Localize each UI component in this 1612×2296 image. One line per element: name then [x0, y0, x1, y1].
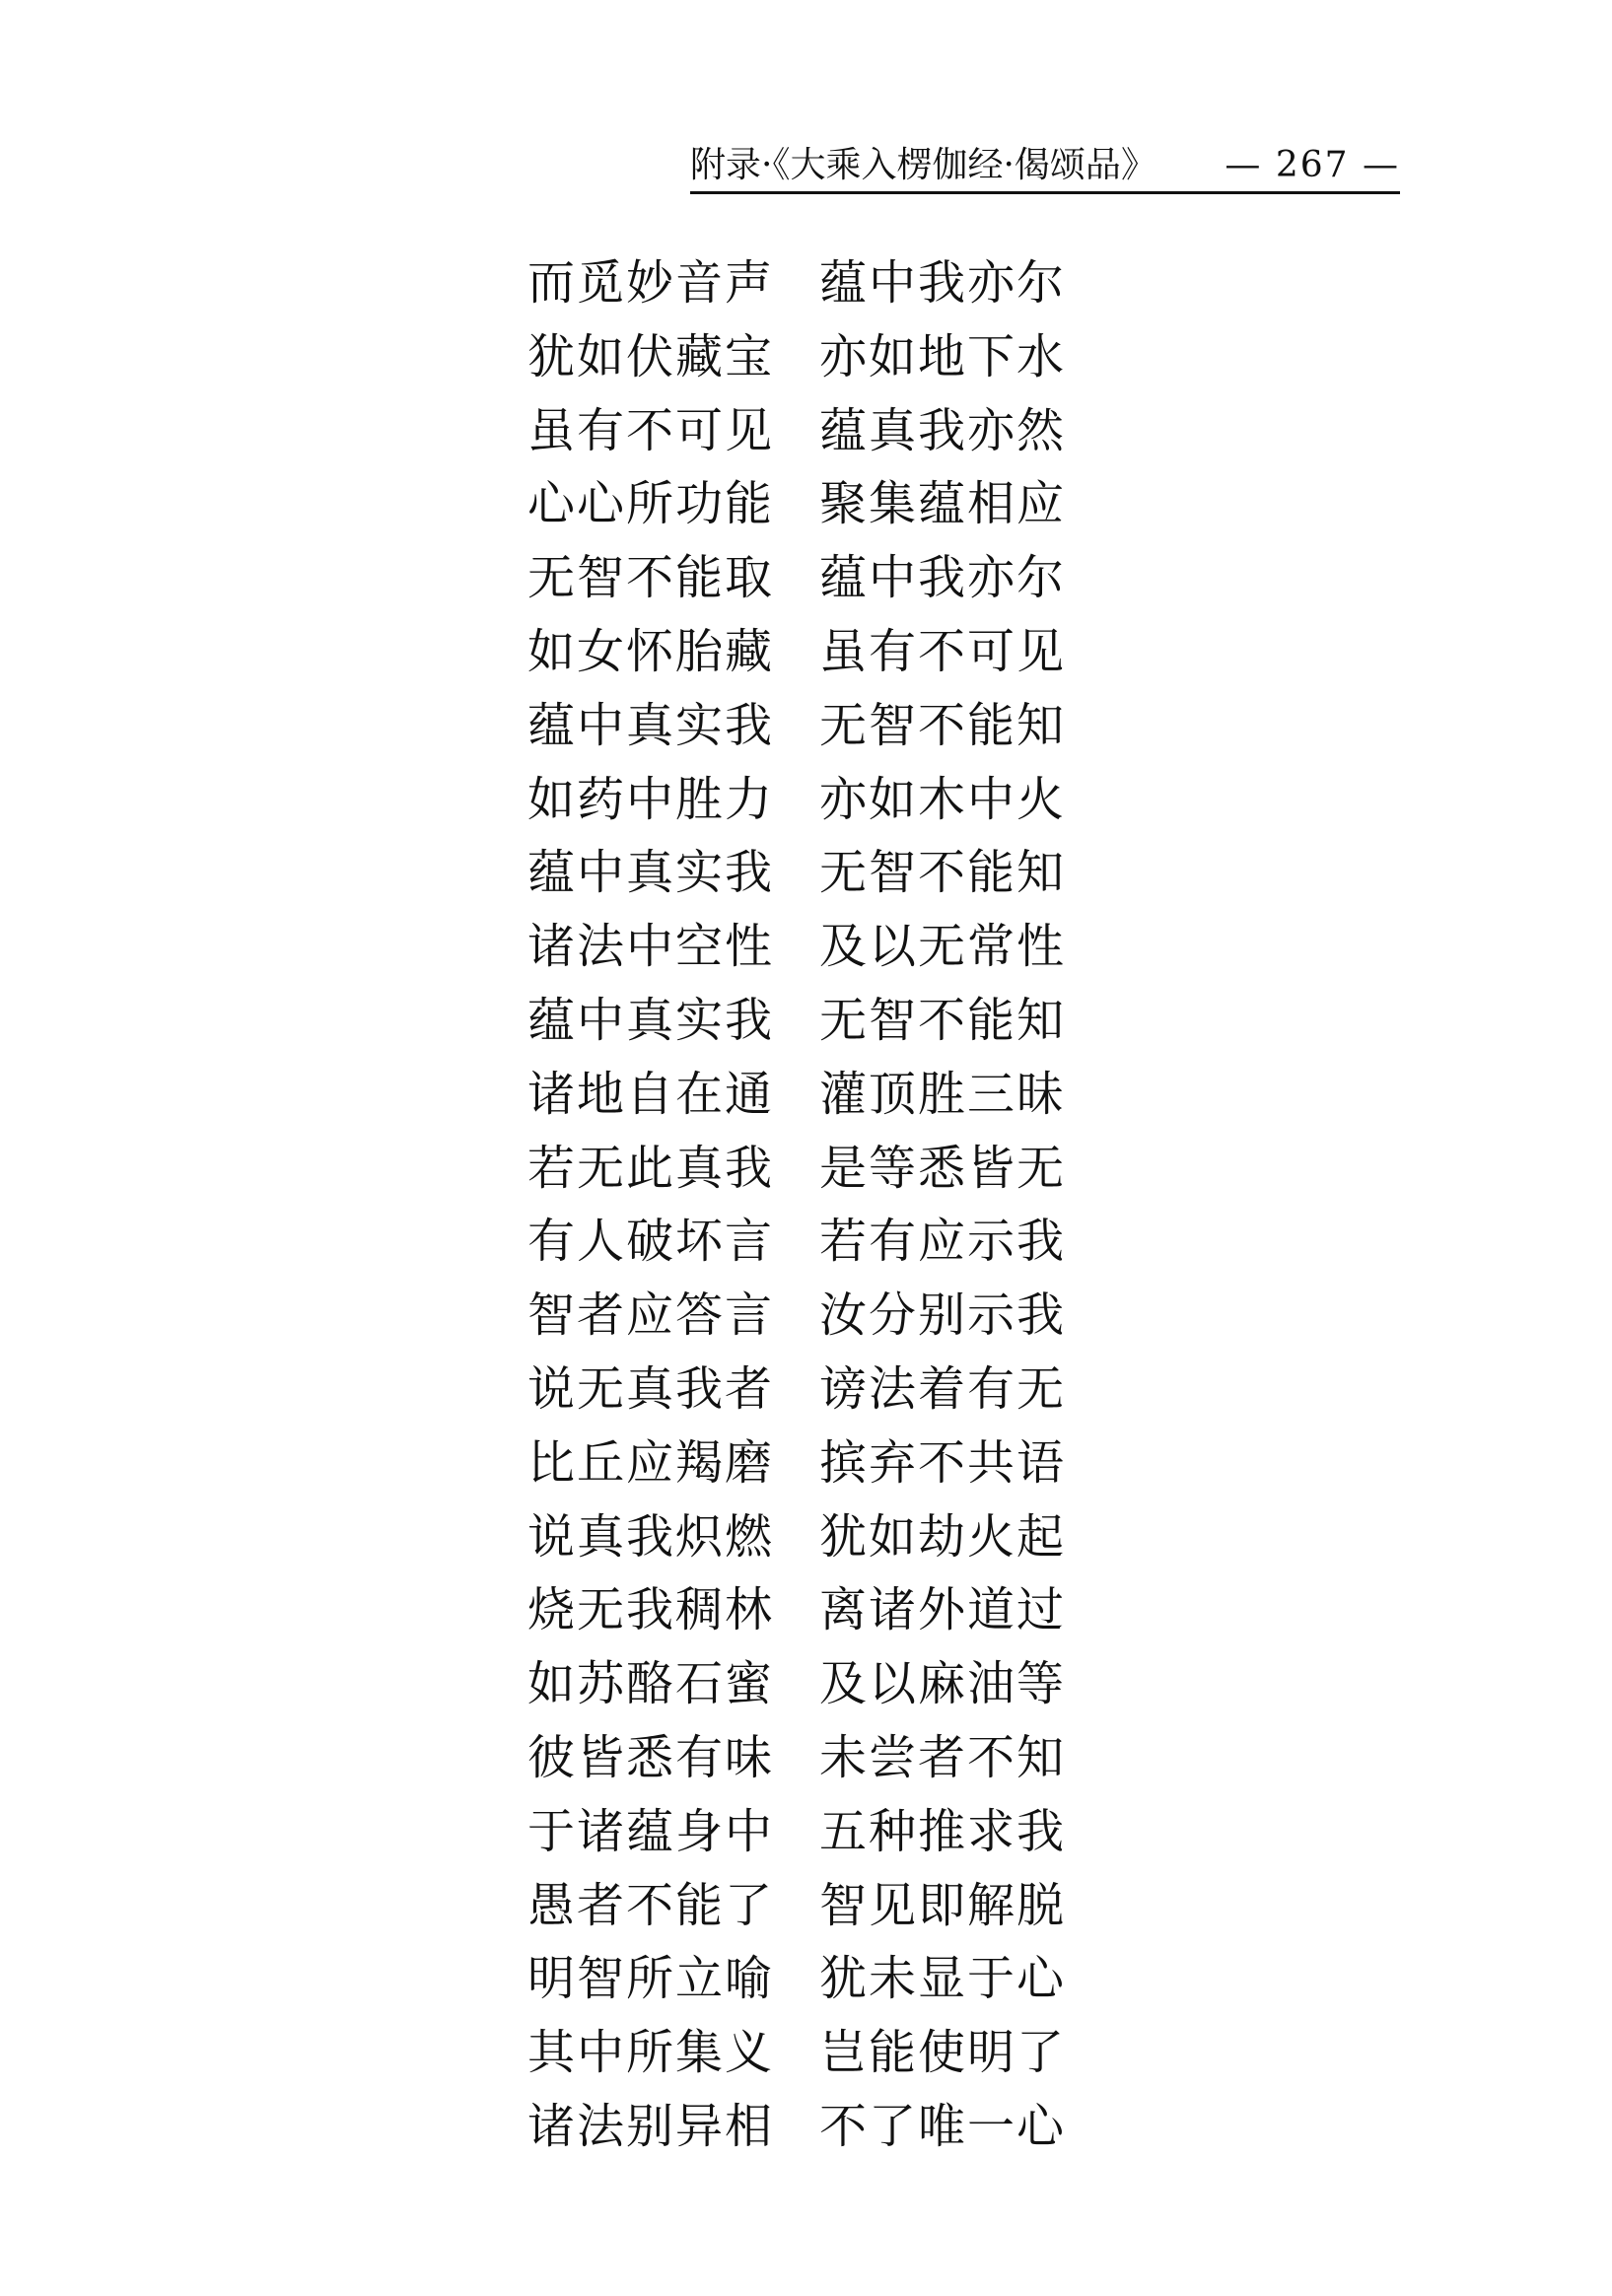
verse-second-half: 若有应示我: [819, 1214, 1067, 1270]
verse-line: [527, 2090, 1080, 2164]
verse-line: [527, 320, 1080, 394]
verse-line: [527, 1795, 1080, 1869]
verse-second-half: 灌顶胜三昧: [819, 1066, 1067, 1122]
verse-line: [527, 1721, 1080, 1795]
running-head-title: 附录·《大乘入楞伽经·偈颂品》: [690, 145, 1156, 185]
verse-second-half: 是等悉皆无: [819, 1140, 1067, 1196]
verse-first-half: 蕴中真实我: [527, 992, 775, 1048]
verse-first-half: 诸地自在通: [527, 1066, 775, 1122]
running-head: [690, 138, 1400, 193]
verse-line: [527, 1353, 1080, 1426]
verse-line: [527, 467, 1080, 541]
verse-second-half: 未尝者不知: [819, 1729, 1067, 1785]
verse-list: [527, 246, 1080, 2164]
verse-second-half: 岂能使明了: [819, 2025, 1067, 2081]
verse-first-half: 蕴中真实我: [527, 697, 775, 753]
verse-first-half: 彼皆悉有味: [527, 1729, 775, 1785]
verse-line: [527, 2016, 1080, 2090]
verse-line: [527, 1647, 1080, 1721]
verse-first-half: 愚者不能了: [527, 1877, 775, 1933]
verse-first-half: 明智所立喻: [527, 1951, 775, 2007]
verse-line: [527, 763, 1080, 837]
verse-second-half: 离诸外道过: [819, 1582, 1067, 1638]
verse-first-half: 犹如伏藏宝: [527, 328, 775, 384]
verse-line: [527, 1573, 1080, 1647]
verse-line: [527, 1426, 1080, 1500]
verse-second-half: 聚集蕴相应: [819, 476, 1067, 532]
verse-line: [527, 246, 1080, 320]
verse-second-half: 谤法着有无: [819, 1360, 1067, 1417]
verse-first-half: 蕴中真实我: [527, 845, 775, 901]
verse-second-half: 不了唯一心: [819, 2098, 1067, 2154]
verse-line: [527, 1058, 1080, 1132]
verse-second-half: 无智不能知: [819, 697, 1067, 753]
verse-first-half: 诸法别异相: [527, 2098, 775, 2154]
verse-first-half: 若无此真我: [527, 1140, 775, 1196]
verse-second-half: 亦如地下水: [819, 328, 1067, 384]
verse-line: [527, 689, 1080, 763]
verse-first-half: 烧无我稠林: [527, 1582, 775, 1638]
header-rule: [690, 191, 1400, 194]
verse-first-half: 诸法中空性: [527, 919, 775, 975]
verse-first-half: 有人破坏言: [527, 1214, 775, 1270]
verse-line: [527, 541, 1080, 615]
verse-first-half: 比丘应羯磨: [527, 1434, 775, 1491]
verse-first-half: 于诸蕴身中: [527, 1803, 775, 1859]
verse-first-half: 其中所集义: [527, 2025, 775, 2081]
verse-second-half: 蕴中我亦尔: [819, 550, 1067, 606]
verse-line: [527, 836, 1080, 910]
verse-first-half: 如苏酪石蜜: [527, 1656, 775, 1712]
verse-second-half: 蕴真我亦然: [819, 402, 1067, 458]
verse-second-half: 亦如木中火: [819, 771, 1067, 827]
verse-first-half: 而觅妙音声: [527, 255, 775, 311]
verse-first-half: 无智不能取: [527, 550, 775, 606]
verse-first-half: 说无真我者: [527, 1360, 775, 1417]
verse-line: [527, 394, 1080, 468]
verse-line: [527, 615, 1080, 689]
verse-second-half: 虽有不可见: [819, 623, 1067, 679]
verse-line: [527, 1132, 1080, 1206]
verse-second-half: 汝分别示我: [819, 1287, 1067, 1344]
verse-line: [527, 1869, 1080, 1943]
verse-line: [527, 1205, 1080, 1279]
verse-line: [527, 910, 1080, 984]
verse-second-half: 无智不能知: [819, 992, 1067, 1048]
page-number: — 267 —: [1225, 145, 1400, 185]
verse-second-half: 智见即解脱: [819, 1877, 1067, 1933]
verse-first-half: 如女怀胎藏: [527, 623, 775, 679]
verse-line: [527, 1500, 1080, 1574]
verse-second-half: 摈弃不共语: [819, 1434, 1067, 1491]
verse-second-half: 犹如劫火起: [819, 1508, 1067, 1565]
verse-first-half: 虽有不可见: [527, 402, 775, 458]
verse-second-half: 及以无常性: [819, 919, 1067, 975]
verse-first-half: 心心所功能: [527, 476, 775, 532]
verse-line: [527, 984, 1080, 1058]
verse-line: [527, 1279, 1080, 1353]
verse-second-half: 五种推求我: [819, 1803, 1067, 1859]
verse-second-half: 犹未显于心: [819, 1951, 1067, 2007]
verse-second-half: 无智不能知: [819, 845, 1067, 901]
verse-first-half: 智者应答言: [527, 1287, 775, 1344]
verse-first-half: 如药中胜力: [527, 771, 775, 827]
verse-line: [527, 1942, 1080, 2016]
verse-first-half: 说真我炽燃: [527, 1508, 775, 1565]
verse-second-half: 蕴中我亦尔: [819, 255, 1067, 311]
verse-second-half: 及以麻油等: [819, 1656, 1067, 1712]
